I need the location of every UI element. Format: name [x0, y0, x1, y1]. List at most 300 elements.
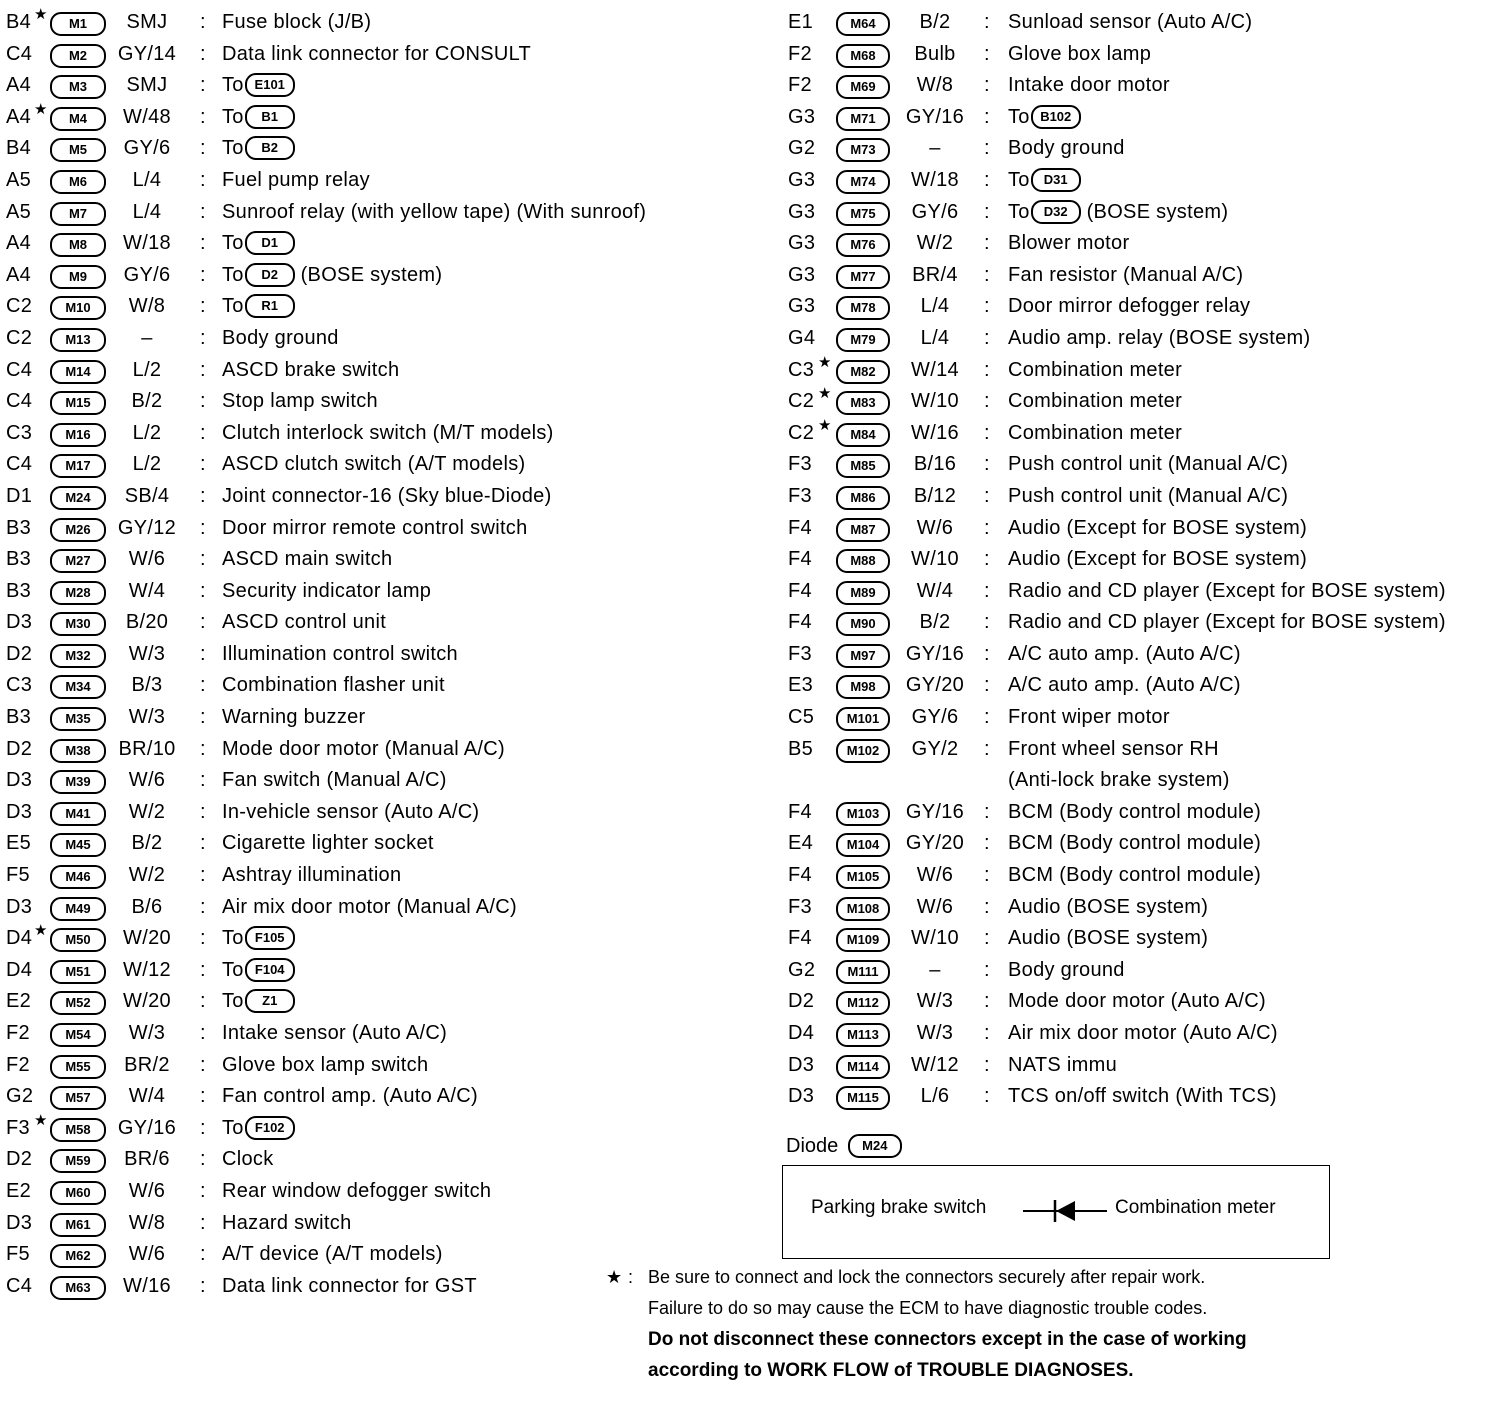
separator-colon: : — [200, 105, 206, 128]
connector-description — [222, 576, 431, 608]
connector-badge: M50 — [50, 928, 106, 952]
description-text: Illumination control switch — [222, 642, 458, 665]
grid-location: D3 — [788, 1053, 815, 1076]
grid-location: F2 — [6, 1022, 30, 1044]
connector-badge: M13 — [50, 328, 106, 352]
description-text: A/C auto amp. (Auto A/C) — [1008, 642, 1241, 665]
separator-colon: : — [200, 1211, 206, 1234]
connector-code: GY/12 — [117, 516, 177, 539]
connector-ref-badge: F105 — [245, 926, 295, 950]
connector-badge: M46 — [50, 865, 106, 889]
connector-code: W/3 — [916, 990, 954, 1013]
connector-badge: M7 — [50, 202, 106, 226]
connector-badge: M83 — [836, 391, 890, 415]
description-text: Fuel pump relay — [222, 168, 370, 191]
separator-colon: : — [200, 642, 206, 665]
description-text: To — [1008, 200, 1030, 223]
star-icon: ★ — [818, 416, 832, 434]
description-text: Clutch interlock switch (M/T models) — [222, 421, 554, 444]
connector-badge: M28 — [50, 581, 106, 605]
connector-badge: M24 — [50, 486, 106, 510]
grid-location: D3 — [788, 1085, 815, 1108]
connector-code: W/2 — [916, 232, 954, 255]
connector-ref-badge: F102 — [245, 1116, 295, 1140]
diode-left-text: Parking brake switch — [811, 1197, 987, 1218]
connector-badge: M85 — [836, 454, 890, 478]
connector-description — [1008, 670, 1241, 702]
grid-location: F2 — [788, 74, 812, 97]
connector-badge: M34 — [50, 675, 106, 699]
separator-colon: : — [984, 674, 990, 697]
connector-description — [222, 197, 646, 229]
connector-badge: M79 — [836, 328, 890, 352]
grid-location: B3 — [6, 706, 32, 729]
separator-colon: : — [200, 137, 206, 160]
connector-badge: M38 — [50, 739, 106, 763]
connector-code: W/6 — [916, 516, 954, 539]
description-text: Security indicator lamp — [222, 579, 432, 602]
grid-location: F2 — [6, 1053, 30, 1076]
grid-location: C3 — [6, 674, 33, 697]
connector-badge: M89 — [836, 581, 890, 605]
separator-colon: : — [200, 1243, 206, 1266]
connector-description — [222, 828, 434, 860]
connector-code: GY/6 — [123, 263, 171, 286]
grid-location: D4 — [6, 927, 33, 950]
separator-colon: : — [984, 927, 990, 950]
grid-location: E3 — [788, 674, 814, 697]
connector-description — [1008, 260, 1243, 292]
separator-colon: : — [200, 421, 206, 444]
connector-description — [1008, 955, 1125, 987]
separator-colon: : — [984, 706, 990, 729]
connector-badge: M102 — [836, 739, 890, 763]
separator-colon: : — [200, 1053, 206, 1076]
separator-colon: : — [984, 453, 990, 476]
separator-colon: : — [200, 326, 206, 349]
connector-badge: M90 — [836, 612, 890, 636]
connector-code: W/6 — [916, 864, 954, 887]
connector-code: W/6 — [128, 1243, 166, 1266]
connector-badge: M97 — [836, 644, 890, 668]
connector-badge: M113 — [836, 1023, 890, 1047]
description-text: Push control unit (Manual A/C) — [1008, 453, 1289, 476]
connector-description — [222, 639, 458, 671]
connector-code: W/3 — [128, 642, 166, 665]
description-text: To — [222, 958, 244, 981]
description-text: Sunroof relay (with yellow tape) (With sunroof) — [222, 200, 647, 223]
connector-description — [222, 39, 531, 71]
connector-badge: M54 — [50, 1023, 106, 1047]
description-text: Push control unit (Manual A/C) — [1008, 484, 1289, 507]
grid-location: C4 — [6, 358, 33, 381]
separator-colon: : — [984, 421, 990, 444]
description-text: Combination flasher unit — [222, 674, 445, 697]
connector-code: W/4 — [916, 579, 954, 602]
description-text: Door mirror defogger relay — [1008, 295, 1251, 318]
connector-description — [222, 955, 295, 987]
connector-badge: M84 — [836, 423, 890, 447]
connector-badge: M26 — [50, 518, 106, 542]
diode-connector-badge: M24 — [848, 1134, 902, 1158]
connector-badge: M64 — [836, 12, 890, 36]
grid-location: G3 — [788, 232, 816, 255]
star-icon: ★ — [34, 100, 48, 118]
separator-colon: : — [984, 548, 990, 571]
star-icon: ★ — [34, 1111, 48, 1129]
connector-badge: M104 — [836, 833, 890, 857]
connector-ref-badge: B2 — [245, 136, 295, 160]
description-text: To — [222, 263, 244, 286]
description-text: A/T device (A/T models) — [222, 1243, 443, 1266]
description-text: Audio (Except for BOSE system) — [1008, 516, 1308, 539]
connector-badge: M59 — [50, 1149, 106, 1173]
connector-code: W/3 — [128, 706, 166, 729]
connector-badge: M114 — [836, 1055, 890, 1079]
footnote-colon: : — [628, 1267, 634, 1287]
separator-colon: : — [200, 1116, 206, 1139]
connector-badge: M14 — [50, 360, 106, 384]
separator-colon: : — [200, 927, 206, 950]
separator-colon: : — [200, 516, 206, 539]
grid-location: B4 — [6, 11, 32, 33]
grid-location: C4 — [6, 390, 33, 413]
connector-description — [222, 449, 525, 481]
connector-code: GY/16 — [905, 642, 965, 665]
connector-badge: M87 — [836, 518, 890, 542]
connector-description — [1008, 1018, 1278, 1050]
description-text: Radio and CD player (Except for BOSE system) — [1008, 579, 1446, 602]
description-text: ASCD control unit — [222, 611, 387, 634]
description-text: To — [222, 295, 244, 318]
connector-badge: M86 — [836, 486, 890, 510]
connector-description — [222, 1081, 478, 1113]
description-text: Intake door motor — [1008, 74, 1170, 97]
connector-badge: M52 — [50, 991, 106, 1015]
grid-location: B3 — [6, 548, 32, 571]
grid-location: C5 — [788, 706, 815, 729]
connector-description — [222, 70, 295, 102]
separator-colon: : — [200, 1148, 206, 1171]
description-text: To — [222, 74, 244, 97]
star-icon: ★ — [34, 922, 48, 940]
grid-location: G3 — [788, 200, 816, 223]
connector-code: W/10 — [911, 548, 959, 571]
grid-location: C4 — [6, 453, 33, 476]
connector-description — [1008, 892, 1208, 924]
separator-colon: : — [200, 1274, 206, 1297]
grid-location: D2 — [788, 990, 815, 1013]
description-text: Fan control amp. (Auto A/C) — [222, 1085, 478, 1108]
separator-colon: : — [984, 295, 990, 318]
connector-badge: M75 — [836, 202, 890, 226]
grid-location: G3 — [788, 263, 816, 286]
description-text: Audio (BOSE system) — [1008, 895, 1209, 918]
description-text: TCS on/off switch (With TCS) — [1008, 1085, 1277, 1108]
description-text: To — [222, 105, 244, 128]
description-text: Mode door motor (Auto A/C) — [1008, 990, 1266, 1013]
connector-badge: M32 — [50, 644, 106, 668]
grid-location: F2 — [788, 42, 812, 65]
separator-colon: : — [984, 579, 990, 602]
connector-description — [222, 102, 295, 134]
grid-location: G2 — [788, 137, 816, 160]
connector-badge: M63 — [50, 1276, 106, 1300]
description-text: To — [222, 137, 244, 160]
separator-colon: : — [984, 232, 990, 255]
grid-location: F3 — [788, 642, 812, 665]
connector-description — [222, 923, 295, 955]
connector-code: B/2 — [131, 832, 163, 855]
connector-badge: M57 — [50, 1086, 106, 1110]
description-text: Cigarette lighter socket — [222, 832, 434, 855]
separator-colon: : — [200, 674, 206, 697]
separator-colon: : — [200, 200, 206, 223]
connector-description — [222, 1144, 274, 1176]
connector-code: W/16 — [911, 421, 959, 444]
connector-badge: M105 — [836, 865, 890, 889]
description-text: Fan resistor (Manual A/C) — [1008, 263, 1244, 286]
separator-colon: : — [200, 800, 206, 823]
footnote-line-2: Failure to do so may cause the ECM to have diagnostic trouble codes. — [648, 1298, 1208, 1318]
separator-colon: : — [984, 11, 990, 33]
connector-ref-badge: D32 — [1031, 200, 1081, 224]
connector-badge: M1 — [50, 12, 106, 36]
separator-colon: : — [984, 263, 990, 286]
separator-colon: : — [200, 484, 206, 507]
separator-colon: : — [984, 484, 990, 507]
grid-location: G2 — [788, 958, 816, 981]
connector-code: W/20 — [123, 990, 171, 1013]
connector-badge: M74 — [836, 170, 890, 194]
separator-colon: : — [200, 548, 206, 571]
connector-description — [222, 1176, 491, 1208]
description-text: BCM (Body control module) — [1008, 800, 1262, 823]
connector-description — [222, 260, 442, 292]
connector-code: W/4 — [128, 1085, 166, 1108]
footnote-star-icon: ★ — [606, 1267, 623, 1287]
connector-code: W/16 — [123, 1274, 171, 1297]
connector-code: GY/6 — [911, 200, 959, 223]
connector-code: GY/2 — [911, 737, 959, 760]
grid-location: C4 — [6, 1274, 33, 1297]
connector-code: GY/6 — [123, 137, 171, 160]
grid-location: C3 — [6, 421, 33, 444]
connector-code: B/12 — [913, 484, 957, 507]
description-text: Fan switch (Manual A/C) — [222, 769, 447, 792]
connector-code: – — [929, 958, 941, 981]
connector-description — [222, 228, 295, 260]
description-text: Audio amp. relay (BOSE system) — [1008, 326, 1311, 349]
grid-location: E4 — [788, 832, 814, 855]
separator-colon: : — [200, 232, 206, 255]
description-text: Door mirror remote control switch — [222, 516, 528, 539]
connector-badge: M8 — [50, 233, 106, 257]
separator-colon: : — [984, 611, 990, 634]
connector-badge: M5 — [50, 138, 106, 162]
connector-badge: M78 — [836, 296, 890, 320]
connector-code: L/4 — [132, 168, 162, 191]
connector-description — [1008, 860, 1261, 892]
grid-location: D3 — [6, 611, 33, 634]
connector-description — [1008, 734, 1219, 766]
separator-colon: : — [200, 1022, 206, 1044]
grid-location: F4 — [788, 927, 812, 950]
connector-badge: M61 — [50, 1213, 106, 1237]
description-text: To — [222, 927, 244, 950]
connector-code: W/14 — [911, 358, 959, 381]
separator-colon: : — [984, 168, 990, 191]
connector-ref-badge: E101 — [245, 73, 295, 97]
grid-location: F3 — [788, 484, 812, 507]
description-text: Stop lamp switch — [222, 390, 378, 413]
connector-badge: M10 — [50, 296, 106, 320]
connector-code: W/18 — [911, 168, 959, 191]
description-text: ASCD main switch — [222, 548, 393, 571]
connector-ref-badge: B1 — [245, 105, 295, 129]
connector-code: BR/2 — [124, 1053, 170, 1076]
grid-location: C3 — [788, 358, 815, 381]
connector-description — [1008, 7, 1252, 39]
connector-badge: M16 — [50, 423, 106, 447]
description-text: Audio (Except for BOSE system) — [1008, 548, 1308, 571]
grid-location: D4 — [6, 958, 33, 981]
connector-code: GY/16 — [905, 800, 965, 823]
connector-description — [1008, 639, 1241, 671]
connector-code: W/3 — [128, 1022, 166, 1044]
separator-colon: : — [200, 895, 206, 918]
connector-code: W/8 — [916, 74, 954, 97]
grid-location: F4 — [788, 579, 812, 602]
description-text: Body ground — [222, 326, 339, 349]
grid-location: C2 — [788, 390, 815, 413]
separator-colon: : — [984, 326, 990, 349]
grid-location: A5 — [6, 168, 32, 191]
connector-badge: M101 — [836, 707, 890, 731]
grid-location: F4 — [788, 548, 812, 571]
connector-description — [222, 386, 378, 418]
connector-description — [1008, 449, 1288, 481]
connector-code: L/4 — [920, 295, 950, 318]
connector-code: W/8 — [128, 1211, 166, 1234]
separator-colon: : — [984, 137, 990, 160]
separator-colon: : — [984, 958, 990, 981]
connector-description — [1008, 828, 1261, 860]
description-text: Joint connector-16 (Sky blue-Diode) — [222, 484, 552, 507]
star-icon: ★ — [818, 353, 832, 371]
connector-code: W/20 — [123, 927, 171, 950]
connector-badge: M6 — [50, 170, 106, 194]
separator-colon: : — [200, 864, 206, 887]
connector-description — [1008, 291, 1250, 323]
grid-location: D2 — [6, 737, 33, 760]
connector-code: GY/14 — [117, 42, 177, 65]
connector-code: GY/16 — [117, 1116, 177, 1139]
grid-location: F4 — [788, 516, 812, 539]
connector-badge: M17 — [50, 454, 106, 478]
connector-badge: M68 — [836, 44, 890, 68]
grid-location: F4 — [788, 864, 812, 887]
connector-description — [1008, 133, 1125, 165]
connector-code: W/12 — [123, 958, 171, 981]
description-text: Blower motor — [1008, 232, 1130, 255]
connector-code: L/4 — [132, 200, 162, 223]
connector-description — [1008, 923, 1208, 955]
connector-description — [1008, 1081, 1277, 1113]
separator-colon: : — [200, 706, 206, 729]
separator-colon: : — [984, 105, 990, 128]
separator-colon: : — [200, 263, 206, 286]
separator-colon: : — [200, 958, 206, 981]
connector-description — [222, 702, 366, 734]
connector-description — [222, 1239, 443, 1271]
connector-badge: M55 — [50, 1055, 106, 1079]
grid-location: B3 — [6, 516, 32, 539]
description-text: To — [222, 232, 244, 255]
description-text: A/C auto amp. (Auto A/C) — [1008, 674, 1241, 697]
connector-code: W/10 — [911, 390, 959, 413]
footnote-bold-line-1: Do not disconnect these connectors except in the case of working — [648, 1329, 1247, 1350]
grid-location: E5 — [6, 832, 32, 855]
grid-location: F5 — [6, 864, 30, 887]
description-text: Air mix door motor (Manual A/C) — [222, 895, 517, 918]
grid-location: E2 — [6, 1179, 32, 1202]
grid-location: F4 — [788, 611, 812, 634]
description-text: To — [1008, 168, 1030, 191]
connector-code: B/2 — [919, 611, 951, 634]
connector-description — [222, 165, 370, 197]
connector-code: L/4 — [920, 326, 950, 349]
connector-code: GY/16 — [905, 105, 965, 128]
description-text: Clock — [222, 1148, 274, 1171]
connector-code: BR/4 — [912, 263, 958, 286]
connector-description — [1008, 986, 1266, 1018]
separator-colon: : — [984, 1022, 990, 1044]
separator-colon: : — [200, 168, 206, 191]
connector-description — [1008, 323, 1310, 355]
connector-description — [222, 481, 552, 513]
separator-colon: : — [200, 579, 206, 602]
connector-description — [1008, 702, 1170, 734]
connector-ref-badge: R1 — [245, 294, 295, 318]
diode-symbol-icon — [1023, 1196, 1107, 1226]
connector-badge: M103 — [836, 802, 890, 826]
connector-ref-badge: D31 — [1031, 168, 1081, 192]
connector-description — [222, 797, 479, 829]
connector-description — [222, 418, 554, 450]
connector-code: BR/6 — [124, 1148, 170, 1171]
connector-code: W/8 — [128, 295, 166, 318]
connector-badge: M69 — [836, 75, 890, 99]
separator-colon: : — [984, 990, 990, 1013]
connector-description — [222, 544, 392, 576]
separator-colon: : — [200, 737, 206, 760]
connector-code: L/2 — [132, 421, 162, 444]
description-text: Intake sensor (Auto A/C) — [222, 1022, 448, 1044]
connector-code: L/2 — [132, 358, 162, 381]
separator-colon: : — [984, 390, 990, 413]
description-text: Combination meter — [1008, 358, 1183, 381]
description-text: BCM (Body control module) — [1008, 864, 1262, 887]
description-text: Hazard switch — [222, 1211, 352, 1234]
connector-code: B/20 — [125, 611, 169, 634]
connector-description — [1008, 197, 1228, 229]
separator-colon: : — [200, 611, 206, 634]
grid-location: D2 — [6, 1148, 33, 1171]
connector-code: B/2 — [131, 390, 163, 413]
connector-badge: M88 — [836, 549, 890, 573]
separator-colon: : — [200, 453, 206, 476]
